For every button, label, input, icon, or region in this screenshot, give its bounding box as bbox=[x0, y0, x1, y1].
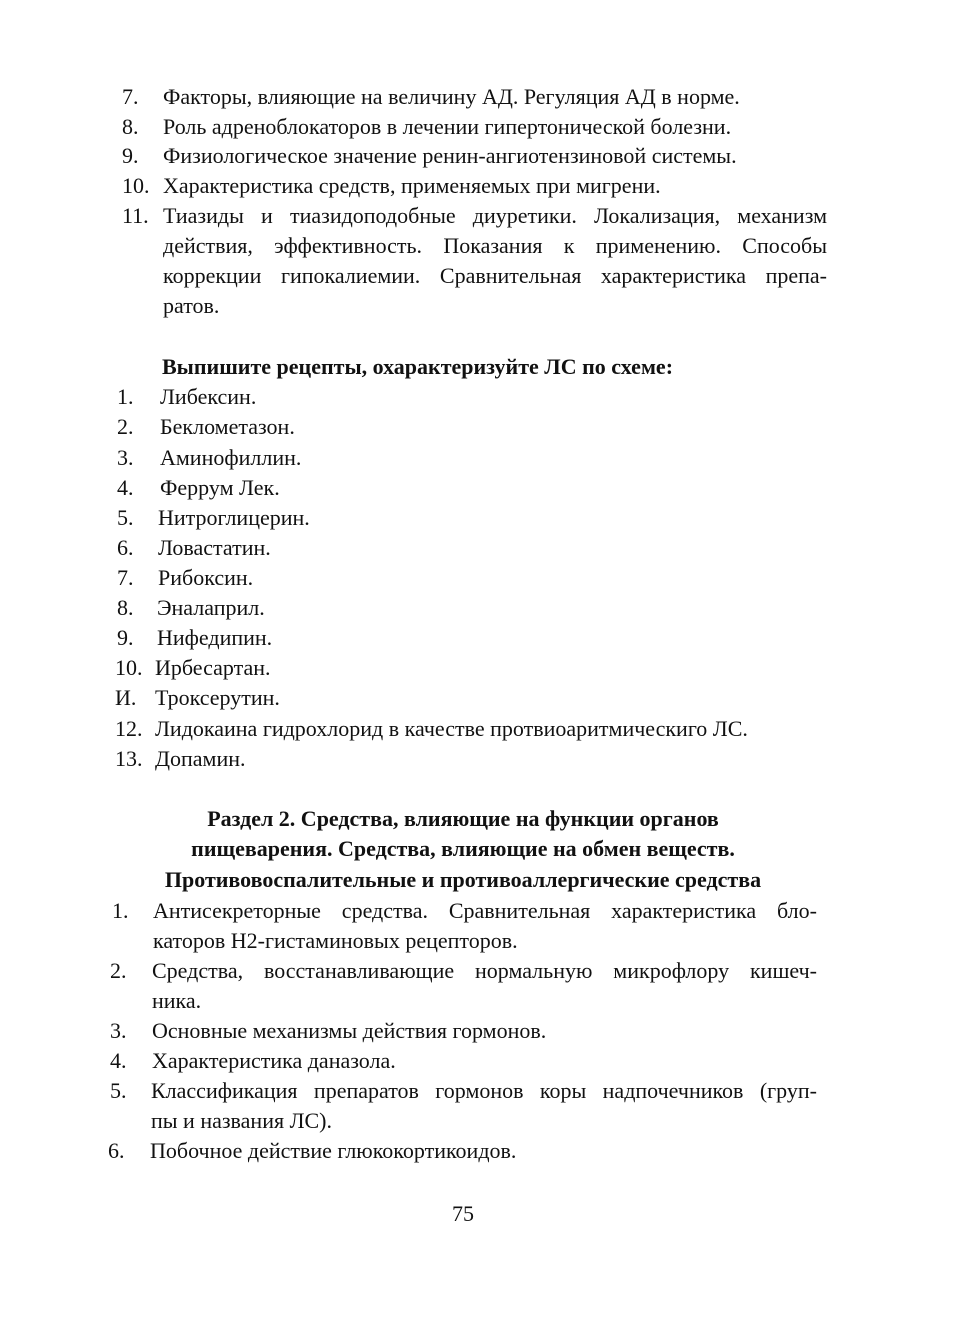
list-item-number: 12. bbox=[115, 716, 143, 741]
list-item-number: 10. bbox=[115, 655, 143, 680]
list-item-text: Антисекреторные средства. Сравнительная характеристика бло- bbox=[153, 898, 817, 923]
list-item-text: каторов Н2-гистаминовых рецепторов. bbox=[153, 928, 518, 953]
recipes-heading: Выпишите рецепты, охарактеризуйте ЛС по схеме: bbox=[162, 354, 674, 379]
list-item-text: коррекции гипокалиемии. Сравнительная характеристика препа- bbox=[163, 263, 827, 288]
list-item-text: ника. bbox=[152, 988, 202, 1013]
list-item-text: Феррум Лек. bbox=[160, 475, 280, 500]
list-item-text: Эналаприл. bbox=[157, 595, 265, 620]
list-item-text: Тиазиды и тиазидоподобные диуретики. Локализация, механизм bbox=[163, 203, 827, 228]
list-item-text: Лидокаина гидрохлорид в качестве протвиоаритмическиго ЛС. bbox=[155, 716, 748, 741]
section-heading-line: пищеварения. Средства, влияющие на обмен веществ. bbox=[191, 836, 735, 861]
list-item-text: Роль адреноблокаторов в лечении гипертонической болезни. bbox=[163, 114, 732, 139]
list-item-number: 9. bbox=[122, 143, 139, 168]
list-item-number: 6. bbox=[117, 535, 134, 560]
list-item-number: 8. bbox=[122, 114, 139, 139]
list-item-number: 8. bbox=[117, 595, 134, 620]
list-item-number: И. bbox=[115, 685, 137, 710]
list-item-text: Троксерутин. bbox=[155, 685, 280, 710]
list-item-text: пы и названия ЛС). bbox=[151, 1108, 333, 1133]
list-item-text: Либексин. bbox=[160, 384, 257, 409]
list-item-text: Аминофиллин. bbox=[160, 445, 302, 470]
list-item-number: 7. bbox=[122, 84, 139, 109]
list-item-text: Основные механизмы действия гормонов. bbox=[152, 1018, 547, 1043]
list-item-number: 2. bbox=[117, 414, 134, 439]
list-item-number: 6. bbox=[108, 1138, 125, 1163]
list-item-text: Беклометазон. bbox=[160, 414, 295, 439]
list-item-number: 3. bbox=[117, 445, 134, 470]
list-item-number: 9. bbox=[117, 625, 134, 650]
list-item-text: Нифедипин. bbox=[157, 625, 273, 650]
list-item-number: 7. bbox=[117, 565, 134, 590]
list-item-text: Средства, восстанавливающие нормальную микрофлору кишеч- bbox=[152, 958, 817, 983]
list-item-text: ратов. bbox=[163, 293, 220, 318]
list-item-text: действия, эффективность. Показания к применению. Способы bbox=[163, 233, 827, 258]
list-item-number: 10. bbox=[122, 173, 150, 198]
list-item-number: 11. bbox=[122, 203, 149, 228]
list-item-text: Характеристика средств, применяемых при мигрени. bbox=[163, 173, 661, 198]
list-item-text: Рибоксин. bbox=[158, 565, 254, 590]
section-heading-line: Раздел 2. Средства, влияющие на функции органов bbox=[207, 806, 719, 831]
list-item-number: 13. bbox=[115, 746, 143, 771]
list-item-text: Побочное действие глюкокортикоидов. bbox=[150, 1138, 517, 1163]
list-item-number: 1. bbox=[117, 384, 134, 409]
list-item-number: 5. bbox=[117, 505, 134, 530]
list-item-text: Ловастатин. bbox=[158, 535, 271, 560]
list-item-text: Ирбесартан. bbox=[155, 655, 271, 680]
list-item-text: Нитроглицерин. bbox=[158, 505, 310, 530]
section-heading-line: Противовоспалительные и противоаллергические средства bbox=[164, 867, 762, 892]
list-item-text: Классификация препаратов гормонов коры надпочечников (груп- bbox=[151, 1078, 817, 1103]
list-item-text: Физиологическое значение ренин-ангиотензиновой системы. bbox=[163, 143, 737, 168]
list-item-text: Допамин. bbox=[155, 746, 246, 771]
list-item-number: 2. bbox=[110, 958, 127, 983]
page-number: 75 bbox=[452, 1201, 474, 1226]
list-item-number: 1. bbox=[112, 898, 129, 923]
list-item-text: Характеристика даназола. bbox=[152, 1048, 396, 1073]
list-item-text: Факторы, влияющие на величину АД. Регуляция АД в норме. bbox=[163, 84, 740, 109]
list-item-number: 3. bbox=[110, 1018, 127, 1043]
list-item-number: 4. bbox=[117, 475, 134, 500]
list-item-number: 4. bbox=[110, 1048, 127, 1073]
list-item-number: 5. bbox=[110, 1078, 127, 1103]
